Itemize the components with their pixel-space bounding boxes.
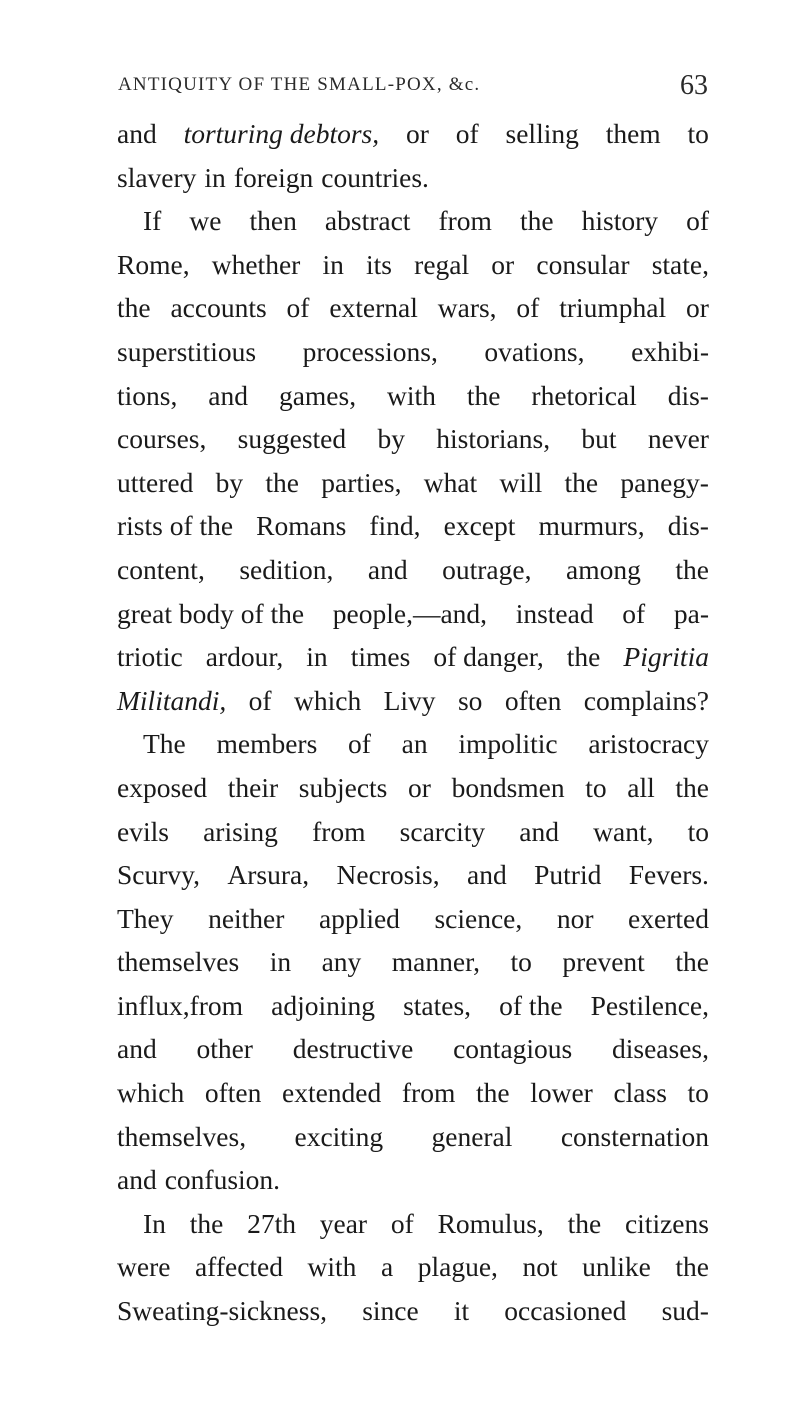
- word: pa-: [673, 597, 709, 629]
- word: of danger,: [433, 641, 544, 673]
- word: superstitious: [117, 335, 257, 367]
- word: aristocracy: [588, 728, 709, 760]
- word: to: [687, 118, 709, 149]
- word: In: [143, 1207, 166, 1239]
- word: by: [215, 466, 244, 498]
- word: of: [455, 118, 479, 149]
- word: by: [377, 423, 405, 455]
- word: rists of the: [117, 510, 234, 542]
- word: an: [401, 728, 428, 760]
- word: suggested: [237, 423, 347, 455]
- text-line: [117, 722, 709, 766]
- word: the: [519, 205, 554, 237]
- text-line: [117, 156, 709, 200]
- text-line: [117, 330, 709, 374]
- word: what: [423, 466, 478, 498]
- word: external: [329, 292, 418, 324]
- word: times: [350, 641, 411, 673]
- word: among: [565, 553, 641, 585]
- word: abstract: [324, 205, 411, 237]
- word: Putrid: [534, 859, 602, 891]
- word: diseases,: [611, 1033, 709, 1065]
- word: never: [647, 423, 709, 455]
- word: to: [687, 815, 709, 847]
- word: and: [117, 1164, 157, 1196]
- word: triotic: [117, 641, 183, 673]
- word: the: [675, 553, 709, 585]
- word: foreign: [233, 161, 314, 193]
- word: Romans: [256, 510, 347, 542]
- word: to: [687, 1077, 709, 1109]
- word: Sweating-sickness,: [117, 1295, 328, 1327]
- word: slavery: [117, 161, 197, 193]
- word: great body of the: [117, 597, 305, 629]
- text-line: [117, 504, 709, 548]
- word: Scurvy,: [117, 859, 200, 891]
- word: them: [605, 118, 661, 149]
- word: sud-: [661, 1295, 709, 1327]
- text-line: [117, 1289, 709, 1333]
- word: and: [208, 379, 249, 411]
- word: citizens: [624, 1207, 709, 1239]
- word: The: [143, 728, 186, 760]
- word: we: [189, 205, 222, 237]
- word: ovations,: [484, 335, 585, 367]
- word: with: [307, 1251, 357, 1283]
- word: Fevers.: [628, 859, 709, 891]
- word: Romulus,: [437, 1207, 544, 1239]
- word: plague,: [417, 1251, 498, 1283]
- word: and: [367, 553, 408, 585]
- word: but: [581, 423, 617, 455]
- word: from: [438, 205, 492, 237]
- word: of: [348, 728, 371, 760]
- word: of: [686, 205, 709, 237]
- word: consular: [536, 248, 630, 280]
- word: selling: [505, 118, 579, 149]
- word: evils: [117, 815, 169, 847]
- text-line: [117, 286, 709, 330]
- word: and: [117, 118, 157, 149]
- text-line: [117, 1115, 709, 1159]
- word: the: [675, 1251, 709, 1283]
- word: sedition,: [239, 553, 334, 585]
- word: Pestilence,: [590, 989, 709, 1021]
- word: from: [312, 815, 366, 847]
- text-line: [117, 461, 709, 505]
- word: were: [117, 1251, 171, 1283]
- text-line: [117, 243, 709, 287]
- word: tions,: [117, 379, 178, 411]
- word: or: [405, 118, 429, 149]
- word: processions,: [302, 335, 438, 367]
- word: uttered: [117, 466, 194, 498]
- word: year: [319, 1207, 368, 1239]
- word: which: [293, 684, 362, 716]
- word: wars,: [437, 292, 497, 324]
- word: Livy: [383, 684, 436, 716]
- word: all: [627, 771, 655, 803]
- text-line: [117, 374, 709, 418]
- word: regal: [414, 248, 470, 280]
- word: often: [504, 684, 562, 716]
- text-line: [117, 1158, 709, 1202]
- text-line: [117, 1027, 709, 1071]
- word: to: [585, 771, 607, 803]
- word: then: [249, 205, 297, 237]
- word: or: [686, 292, 709, 324]
- word: adjoining: [271, 989, 375, 1021]
- word: consternation: [560, 1120, 709, 1152]
- word: bondsmen: [451, 771, 565, 803]
- word: exposed: [117, 771, 208, 803]
- word: themselves,: [117, 1120, 247, 1152]
- word: or: [408, 771, 431, 803]
- word: They: [117, 902, 174, 934]
- word: applied: [318, 902, 400, 934]
- word: contagious: [453, 1033, 573, 1065]
- word: people,—and,: [332, 597, 488, 629]
- word: any: [321, 946, 362, 978]
- text-line: [117, 1245, 709, 1289]
- word: occasioned: [504, 1295, 627, 1327]
- italic-word: Pigritia: [623, 641, 709, 673]
- italic-word: Militandi,: [117, 684, 227, 716]
- word: 27th: [247, 1207, 296, 1239]
- page-number: 63: [680, 70, 708, 101]
- text-line: [117, 984, 709, 1028]
- word: the: [475, 1077, 510, 1109]
- word: it: [453, 1295, 470, 1327]
- word: rhetorical: [531, 379, 637, 411]
- word: instead: [515, 597, 594, 629]
- word: accounts: [170, 292, 267, 324]
- word: often: [204, 1077, 262, 1109]
- word: science,: [434, 902, 523, 934]
- text-line: [117, 810, 709, 854]
- word: the: [566, 641, 601, 673]
- text-line: [117, 635, 709, 679]
- word: other: [196, 1033, 253, 1065]
- word: scarcity: [399, 815, 486, 847]
- word: the: [675, 771, 709, 803]
- word: whether: [211, 248, 301, 280]
- text-line: [117, 766, 709, 810]
- word: the: [466, 379, 501, 411]
- word: in: [306, 641, 328, 673]
- word: of: [516, 292, 540, 324]
- word: states,: [403, 989, 472, 1021]
- text-line: [117, 592, 709, 636]
- text-line: [117, 199, 709, 243]
- word: games,: [278, 379, 357, 411]
- word: in: [269, 946, 292, 978]
- text-line: [117, 679, 709, 723]
- word: arising: [203, 815, 278, 847]
- word: prevent: [562, 946, 645, 978]
- word: exciting: [294, 1120, 384, 1152]
- word: will: [499, 466, 543, 498]
- word: their: [227, 771, 279, 803]
- word: subjects: [298, 771, 388, 803]
- word: not: [522, 1251, 558, 1283]
- word: triumphal: [559, 292, 667, 324]
- word: the: [117, 292, 151, 324]
- word: want,: [593, 815, 654, 847]
- word: Necrosis,: [336, 859, 440, 891]
- word: murmurs,: [538, 510, 645, 542]
- word: outrage,: [442, 553, 532, 585]
- word: the: [567, 1207, 602, 1239]
- word: dis-: [667, 510, 709, 542]
- word: of: [390, 1207, 414, 1239]
- word: Rome,: [117, 248, 190, 280]
- word: manner,: [391, 946, 480, 978]
- word: of: [248, 684, 272, 716]
- word: If: [143, 205, 162, 237]
- word: courses,: [117, 423, 207, 455]
- word: the: [564, 466, 599, 498]
- word: lower: [530, 1077, 593, 1109]
- word: Arsura,: [227, 859, 310, 891]
- word: which: [117, 1077, 185, 1109]
- word: and: [519, 815, 560, 847]
- italic-phrase: torturing debtors,: [183, 118, 380, 149]
- word: content,: [117, 553, 205, 585]
- word: find,: [369, 510, 421, 542]
- word: or: [491, 248, 515, 280]
- word: exerted: [628, 902, 709, 934]
- word: impolitic: [458, 728, 558, 760]
- word: since: [362, 1295, 419, 1327]
- word: members: [216, 728, 318, 760]
- word: class: [613, 1077, 667, 1109]
- text-line: [117, 853, 709, 897]
- word: countries.: [321, 161, 429, 193]
- word: with: [387, 379, 436, 411]
- running-title: ANTIQUITY OF THE SMALL-POX, &c.: [118, 74, 481, 95]
- word: a: [380, 1251, 394, 1283]
- word: exhibi-: [631, 335, 709, 367]
- word: nor: [556, 902, 594, 934]
- word: of: [286, 292, 310, 324]
- word: general: [431, 1120, 513, 1152]
- word: the: [675, 946, 709, 978]
- word: affected: [194, 1251, 284, 1283]
- word: and: [117, 1033, 157, 1065]
- word: history: [581, 205, 659, 237]
- word: state,: [651, 248, 709, 280]
- text-line: [117, 897, 709, 941]
- word: complains?: [583, 684, 709, 716]
- word: historians,: [436, 423, 551, 455]
- word: so: [457, 684, 483, 716]
- word: of the: [499, 989, 563, 1021]
- word: except: [443, 510, 516, 542]
- word: in: [322, 248, 344, 280]
- word: to: [510, 946, 532, 978]
- word: unlike: [582, 1251, 651, 1283]
- word: themselves: [117, 946, 240, 978]
- text-line: [117, 417, 709, 461]
- word: dis-: [667, 379, 709, 411]
- word: influx,from: [117, 989, 244, 1021]
- text-line: [117, 112, 709, 156]
- body-text: [117, 112, 709, 1333]
- word: confusion.: [164, 1164, 281, 1196]
- word: extended: [281, 1077, 382, 1109]
- running-head: [118, 70, 708, 104]
- text-line: [117, 1202, 709, 1246]
- word: panegy-: [620, 466, 709, 498]
- word: ardour,: [205, 641, 284, 673]
- text-line: [117, 940, 709, 984]
- word: the: [265, 466, 299, 498]
- word: neither: [208, 902, 285, 934]
- word: in: [204, 161, 226, 193]
- word: from: [401, 1077, 456, 1109]
- word: and: [467, 859, 507, 891]
- word: parties,: [321, 466, 402, 498]
- word: of: [622, 597, 646, 629]
- word: the: [189, 1207, 224, 1239]
- word: destructive: [292, 1033, 414, 1065]
- text-line: [117, 548, 709, 592]
- text-line: [117, 1071, 709, 1115]
- word: its: [366, 248, 392, 280]
